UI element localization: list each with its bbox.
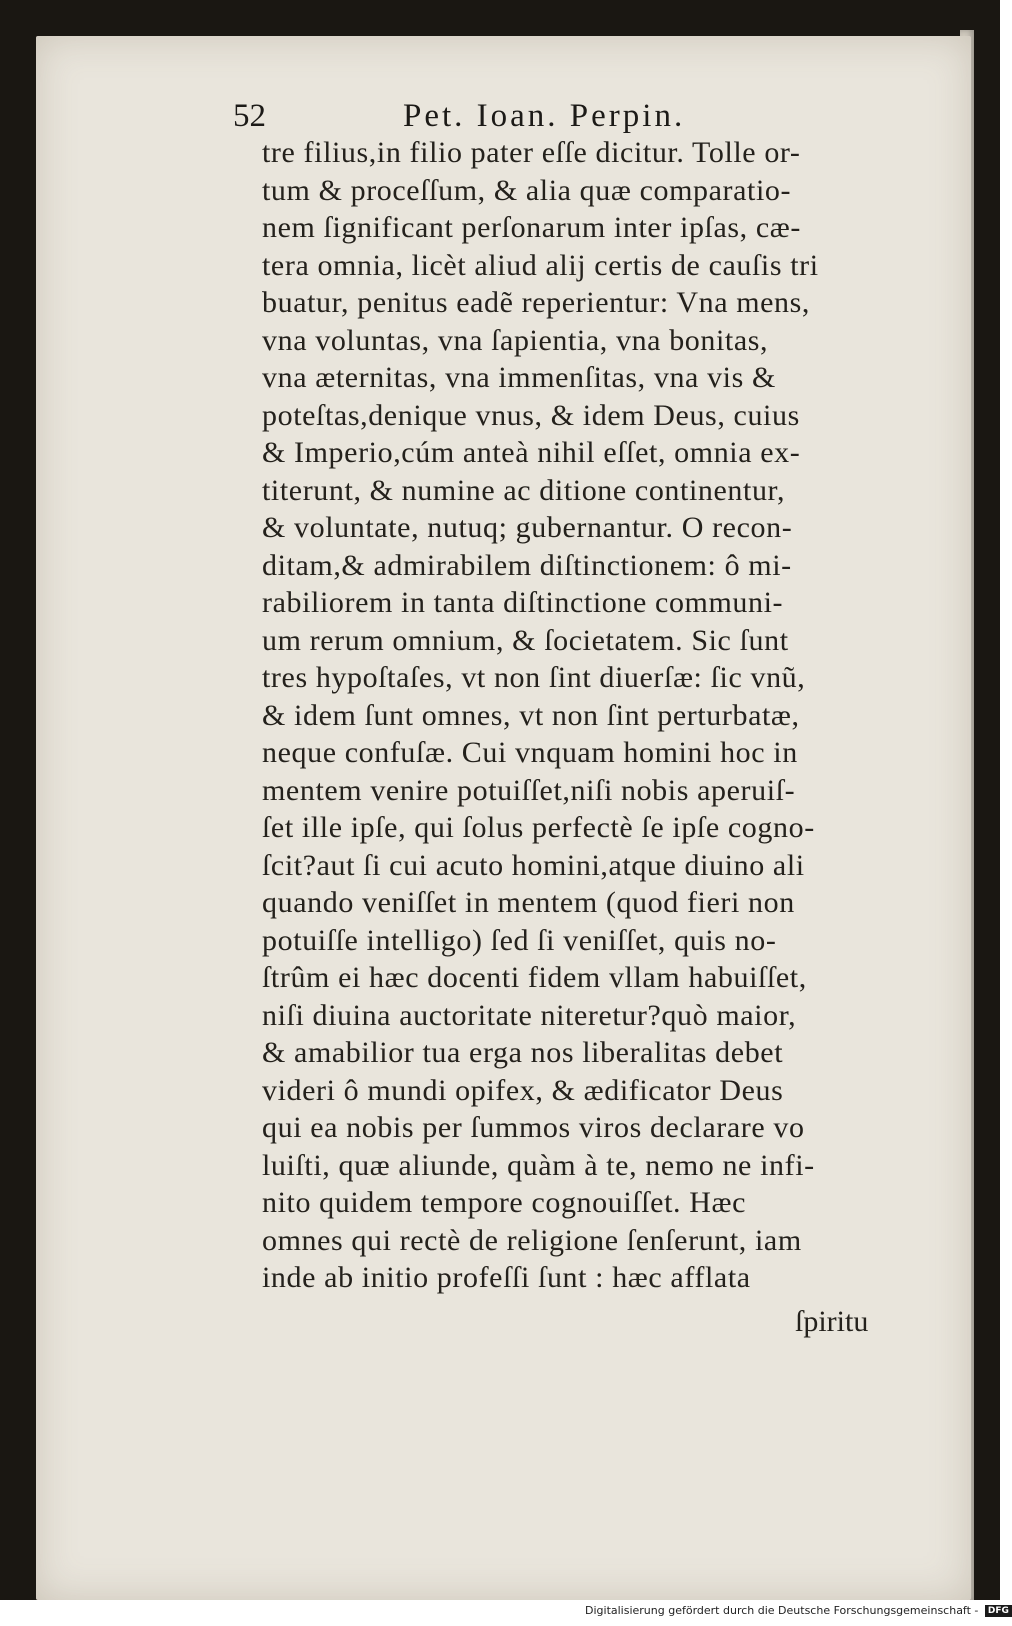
text-line: ſet ille ipſe, qui ſolus perfectè ſe ipſe cogno-: [262, 811, 815, 844]
text-line: potuiſſe intelligo) ſed ſi veniſſet, quis no-: [262, 923, 777, 957]
text-line: rabiliorem in tanta diſtinctione communi-: [262, 586, 784, 619]
page-number: 52: [233, 98, 266, 134]
text-line: mentem venire potuiſſet,niſi nobis aperuiſ-: [262, 773, 796, 807]
text-line: titerunt, & numine ac ditione continentur,: [262, 473, 786, 507]
text-line: tre filius,in filio pater eſſe dicitur. Tolle or-: [262, 136, 801, 169]
text-line: um rerum omnium, & ſocietatem. Sic ſunt: [262, 623, 789, 657]
text-line: nem ſignificant perſonarum inter ipſas, cæ-: [262, 211, 801, 244]
text-line: luiſti, quæ aliunde, quàm à te, nemo ne infi-: [262, 1148, 815, 1182]
text-line: & Imperio,cúm anteà nihil eſſet, omnia ex-: [262, 436, 801, 469]
text-line: quando veniſſet in mentem (quod fieri non: [262, 886, 795, 919]
digitization-footer: [585, 1604, 1009, 1622]
text-line: omnes qui rectè de religione ſenſerunt, iam: [262, 1223, 802, 1257]
footer-text: Digitalisierung gefördert durch die Deutsche Forschungsgemeinschaft -: [585, 1604, 979, 1617]
running-head: Pet. Ioan. Perpin.: [403, 98, 686, 134]
text-line: ditam,& admirabilem diſtinctionem: ô mi-: [262, 548, 792, 582]
text-line: inde ab initio profeſſi ſunt : hæc afflata: [262, 1261, 751, 1294]
text-line: ſcit?aut ſi cui acuto homini,atque diuino ali: [262, 848, 805, 882]
text-line: & idem ſunt omnes, vt non ſint perturbatæ,: [262, 698, 800, 732]
text-line: qui ea nobis per ſummos viros declarare vo: [262, 1111, 805, 1144]
dfg-logo: DFG: [985, 1605, 1012, 1617]
text-line: neque confuſæ. Cui vnquam homini hoc in: [262, 736, 798, 769]
text-line: niſi diuina auctoritate niteretur?quò maior,: [262, 998, 797, 1032]
text-line: videri ô mundi opifex, & ædificator Deus: [262, 1073, 784, 1107]
body-text: [262, 134, 927, 1297]
text-line: vna voluntas, vna ſapientia, vna bonitas,: [262, 323, 769, 357]
text-line: vna æternitas, vna immenſitas, vna vis &: [262, 361, 776, 394]
text-line: & voluntate, nutuq; gubernantur. O recon-: [262, 511, 793, 544]
text-line: ſtrûm ei hæc docenti fidem vllam habuiſſet,: [262, 961, 807, 994]
text-line: tum & proceſſum, & alia quæ comparatio-: [262, 173, 792, 207]
text-line: poteſtas,denique vnus, & idem Deus, cuius: [262, 398, 800, 432]
text-line: tera omnia, licèt aliud alij certis de cauſis tri: [262, 248, 819, 282]
page-header: [233, 98, 803, 138]
text-line: tres hypoſtaſes, vt non ſint diuerſæ: ſic vnũ,: [262, 661, 806, 694]
text-line: nito quidem tempore cognouiſſet. Hæc: [262, 1186, 747, 1219]
text-line: & amabilior tua erga nos liberalitas debet: [262, 1036, 784, 1069]
text-line: buatur, penitus eadẽ reperientur: Vna mens,: [262, 286, 811, 319]
catchword: ſpiritu: [795, 1305, 869, 1338]
